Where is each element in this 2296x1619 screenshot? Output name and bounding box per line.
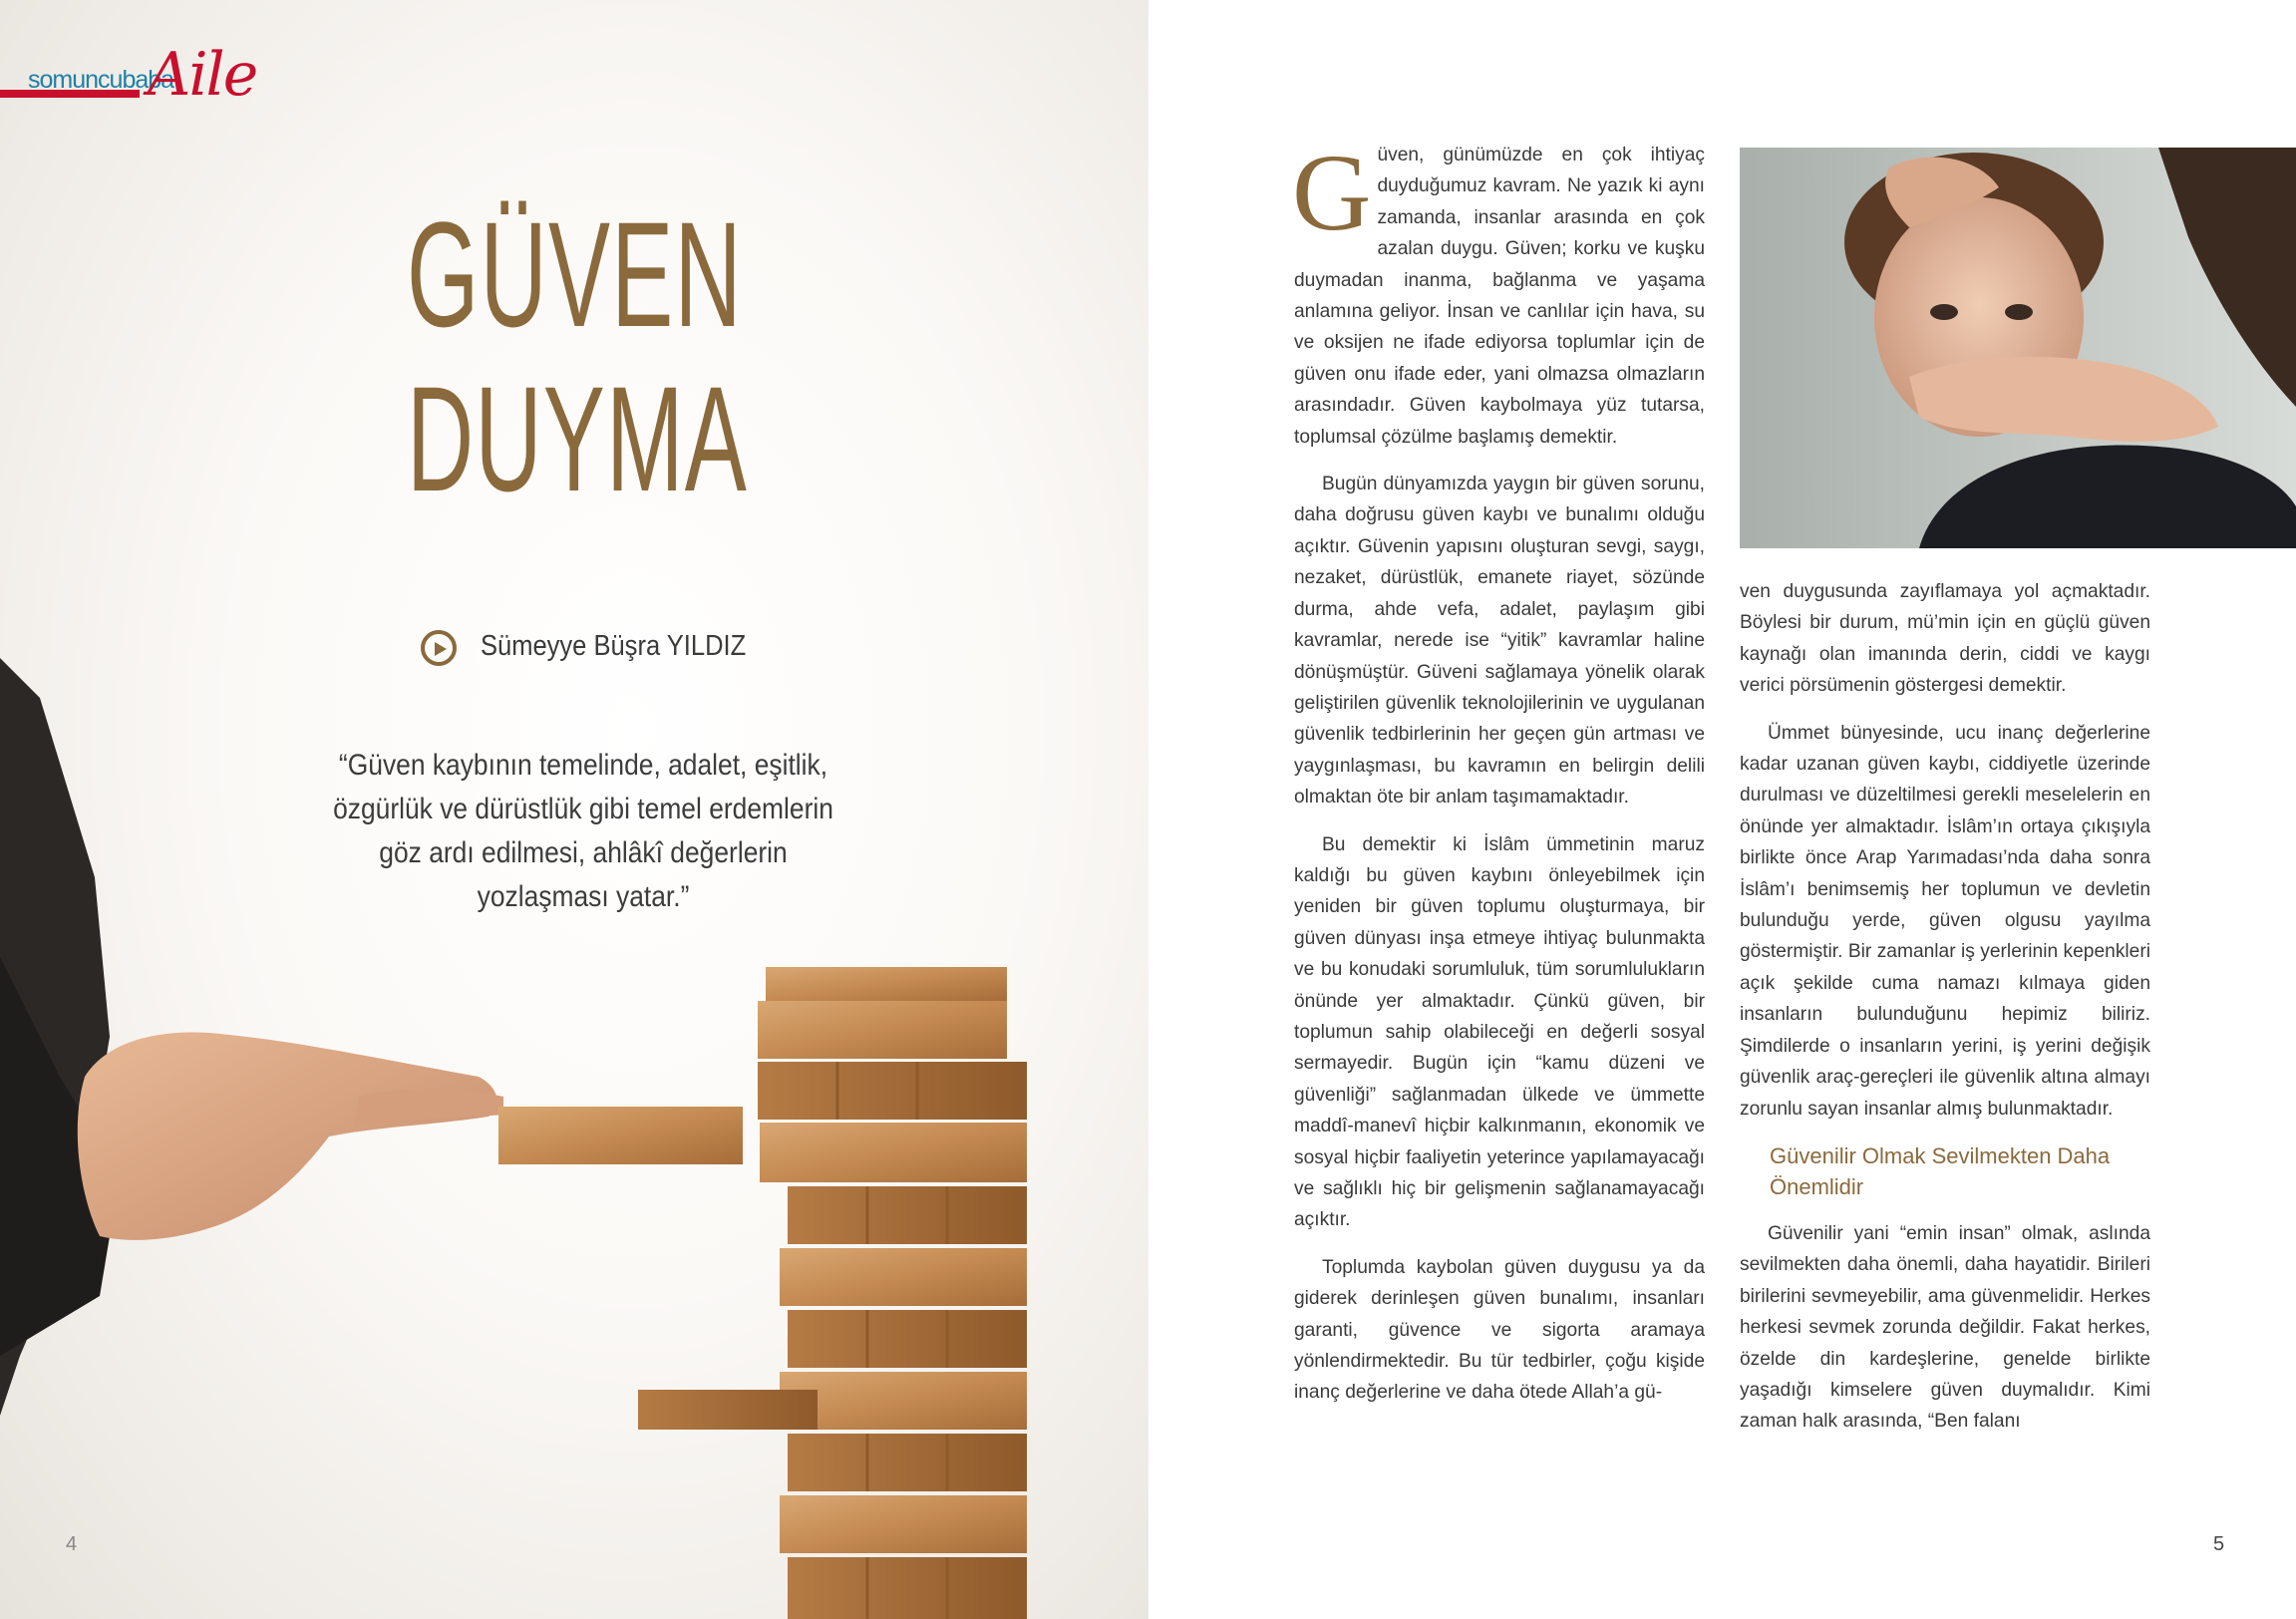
text-column-1 — [1292, 132, 1705, 1425]
page-number-left: 4 — [66, 1533, 78, 1555]
drop-cap: G — [1292, 132, 1372, 253]
page-number-right: 5 — [2213, 1533, 2225, 1555]
article-title-line2: DUYMA — [407, 355, 749, 522]
text-column-2 — [1740, 576, 2150, 1454]
section-subheading: Güvenilir Olmak Sevilmekten Daha Önemlidir — [1770, 1142, 2111, 1199]
paragraph: Ümmet bünyesinde, ucu inanç değerlerine kadar uzanan güven kaybı, ciddiyetle üzerinde durulması ve düzeltilmesi gerekli meselelerin en önünde yer almaktadır. İslâm’ın ortaya çıkışıyla birlikte önce Arap Yarımadası’nda daha sonra İslâm’ı benimsemiş her toplumun ve devletin bulunduğu yerde, güven olgusu yayılma göstermiştir. Bir zamanlar iş yerlerinin kepenkleri açık şekilde cuma namazı kılmaya giden insanların bulunduğunu hepimiz biliriz. Şimdilerde o insanların yerini, iş yerini değişik güvenlik araç-gereçleri ile güvenlik altına almayı zorunlu sayan insanlar almış bulunmaktadır. — [1740, 722, 2150, 1120]
paragraph: Güvenilir yani “emin insan” olmak, aslında sevilmekten daha önemli, daha hayatidir. Birileri birilerini sevmeyebilir, ama güvenmelidir. Herkes herkesi sevmek zorunda değildir. Fakat herkes, özelde din kardeşlerine, genelde birlikte yaşadığı kimselere güven duymalıdır. Kimi zaman halk arasında, “Ben falanı — [1740, 1222, 2150, 1433]
paragraph: ven duygusunda zayıflamaya yol açmaktadır. Böylesi bir durum, mü’min için en güçlü güven kaynağı olan imanında derin, ciddi ve kaygı verici pörsümenin göstergesi demektir. — [1740, 581, 2150, 697]
pull-quote: “Güven kaybının temelinde, adalet, eşitlik, özgürlük ve dürüstlük gibi temel erdemlerin göz ardı edilmesi, ahlâkî değerlerin yozlaşması yatar.” — [333, 749, 833, 913]
author-name: Sümeyye Büşra YILDIZ — [481, 630, 747, 662]
paragraph: Bugün dünyamızda yaygın bir güven sorunu, daha doğrusu güven kaybı ve bunalımı olduğu açıktır. Güvenin yapısını oluşturan sevgi, saygı, nezaket, dürüstlük, emanete riayet, sözünde durma, ahde vefa, adalet, paylaşım gibi kavramlar, nerede ise “yitik” kavramlar haline dönüşmüştür. Güveni sağlamaya yönelik olarak geliştirilen güvenlik teknolojilerinin ve uygulanan güvenlik tedbirlerinin her geçen gün artması ve yaygınlaşması, bu kavramın en belirgin delili olmaktan öte bir anlam taşımamaktadır. — [1294, 474, 1705, 809]
article-title-line1: GÜVEN — [407, 190, 743, 358]
paragraph: Bu demektir ki İslâm ümmetinin maruz kaldığı bu güven kaybını önleyebilmek için yeniden bir güven toplumu oluşturmaya, bir güven dünyası inşa etmeye ihtiyaç bulunmakta ve bu konudaki sorumluluk, tüm sorumlulukların önünde yer almaktadır. Çünkü güven, bir toplumun sahip olabileceği en değerli sosyal sermayedir. Bugün için “kamu düzeni ve güvenliği” sağlanmadan ülkede ve ümmette maddî-manevî hiçbir kalkınmanın, ekonomik ve sosyal hiçbir faaliyetin yeterince yapılamayacağı ve sağlıklı hiç bir gelişmenin sağlanamayacağı açıktır. — [1294, 833, 1705, 1231]
brand-section: Aile — [148, 40, 257, 110]
jenga-photo — [0, 658, 1148, 1619]
paragraph: Güven, günümüzde en çok ihtiyaç duyduğumuz kavram. Ne yazık ki aynı zamanda, insanlar arasında en çok azalan duygu. Güven; korku ve kuşku duymadan inanma, bağlanma ve yaşama anlamına geliyor. İnsan ve canlılar için hava, su ve oksijen ne ifade ediyorsa toplumlar için de güven onu ifade eder, yani olmazsa olmazların arasındadır. Güven kaybolmaya yüz tutarsa, toplumsal çözülme başlamış demektir. — [1292, 132, 1705, 448]
brand-prefix: somuncubaba — [28, 66, 174, 94]
child-hug-photo — [1740, 148, 2296, 548]
paragraph: Toplumda kaybolan güven duygusu ya da giderek derinleşen güven bunalımı, insanları garanti, güvence ve sigorta aramaya yönlendirmektedir. Bu tür tedbirler, çoğu kişide inanç değerlerine ve daha ötede Allah’a gü- — [1294, 1256, 1705, 1404]
